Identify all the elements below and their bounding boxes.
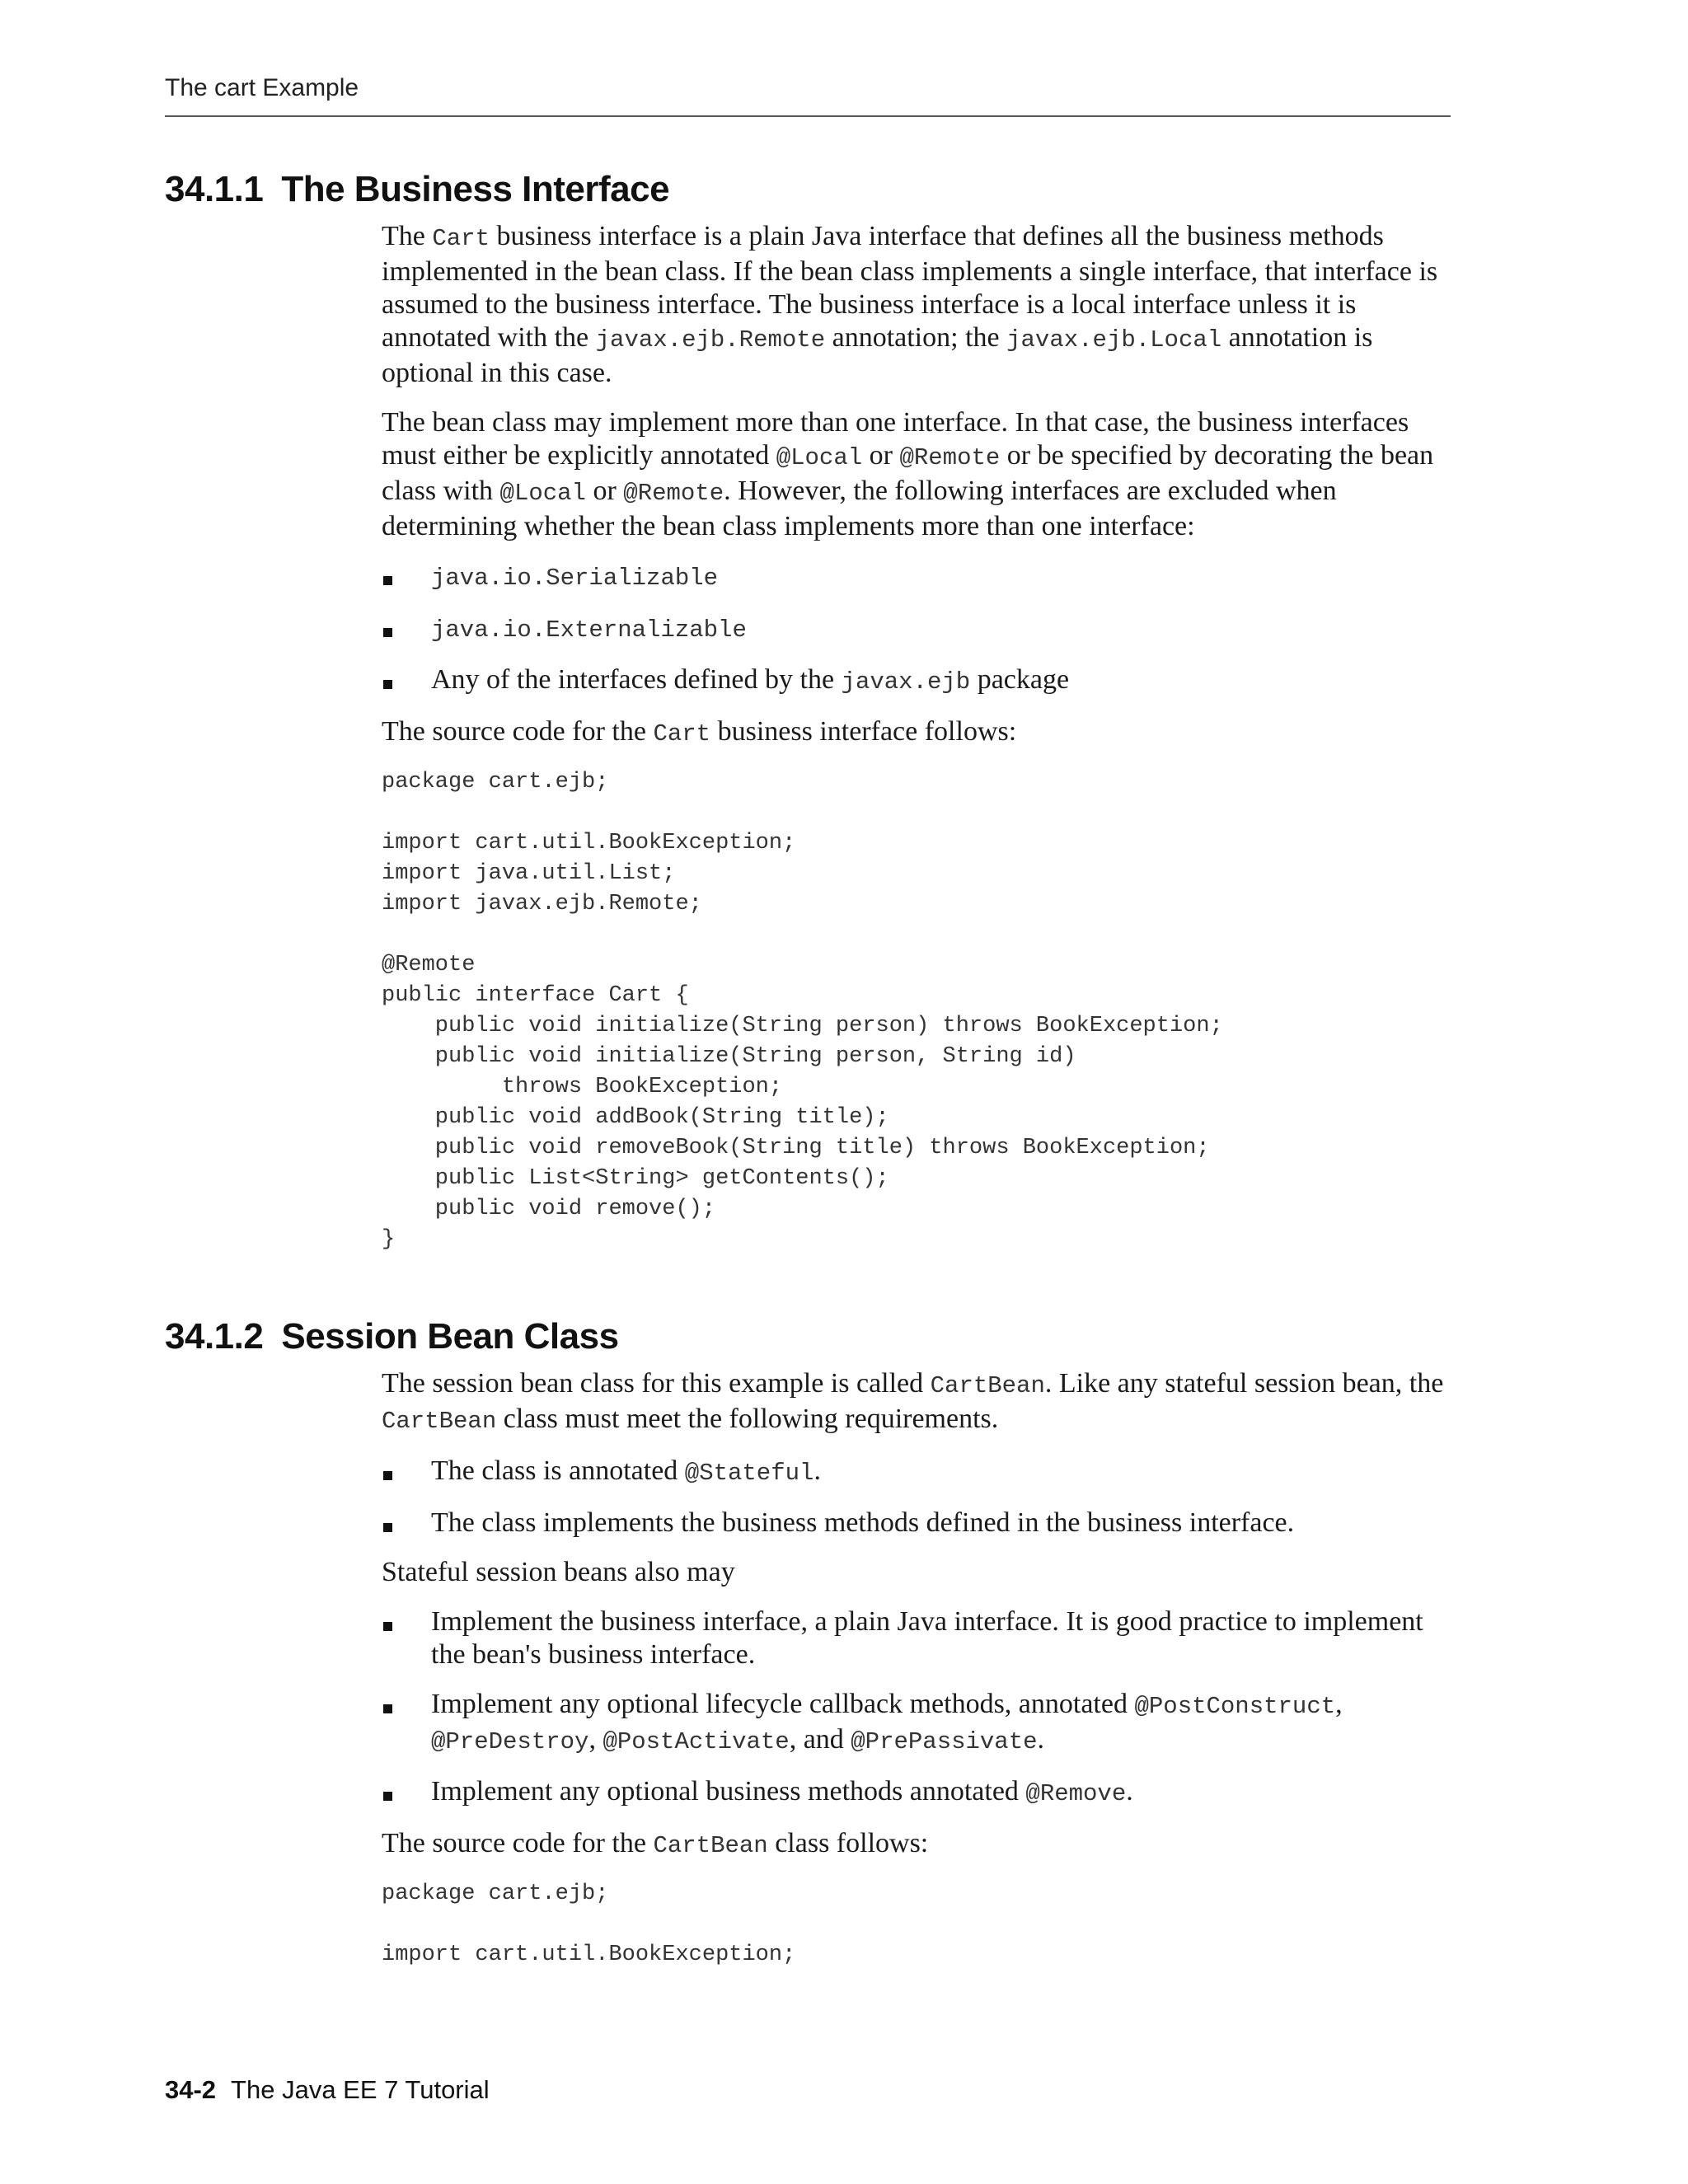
text-run: The source code for the [382,1828,654,1858]
excluded-interfaces-list [382,560,1453,699]
text-run: . [814,1455,821,1486]
inline-code: CartBean [653,1832,768,1859]
text-run: , and [789,1724,851,1755]
inline-code: Cart [432,225,490,252]
inline-code: javax.ejb [841,668,971,696]
text-run: . [1126,1776,1133,1807]
inline-code: javax.ejb.Remote [595,326,826,354]
inline-code: javax.ejb.Local [1006,326,1222,354]
inline-code: @Remove [1025,1780,1127,1807]
code-listing-cart: package cart.ejb; import cart.util.BookException; import java.util.List; import javax.ejb.Remote; @Remote public interface Cart { public void initialize(String person) throws BookException; public void initialize(String person, String id) throws BookException; public void addBook(String title); public void removeBook(String title) throws BookException; public List<String> getContents(); public void remove(); } [382,770,1223,1252]
inline-code: @PostConstruct [1134,1693,1336,1720]
text-run: The bean class may implement more than one interface. In that case, the business interfaces must either be explicitly annotated [382,407,1409,471]
inline-code: @PreDestroy [431,1728,589,1755]
text-run: package [970,664,1070,695]
inline-code: Cart [653,720,711,748]
section-heading-session-bean-class [165,1316,1451,1357]
text-run: Implement any optional lifecycle callback methods, annotated [431,1689,1135,1719]
requirements-list [382,1455,1453,1540]
list-item: The class implements the business methods defined in the business interface. [382,1507,1453,1540]
text-run: annotation; the [825,322,1007,353]
inline-code: @Local [499,480,586,507]
inline-code: @Remote [623,480,724,507]
section-title: The Business Interface [281,169,670,209]
section-number: 34.1.1 [165,169,264,209]
text-run: annotation is optional in this case. [382,322,1373,388]
list-item: Implement the business interface, a plain Java interface. It is good practice to implement the bean's business interface. [382,1605,1453,1671]
text-run: or be specified by decorating the bean class with [382,440,1434,506]
optional-list [382,1605,1453,1811]
book-title: The Java EE 7 Tutorial [231,2075,490,2104]
inline-code: CartBean [930,1372,1045,1399]
section-body-session-bean-class [382,1367,1453,1971]
text-run: . However, the following interfaces are excluded when determining whether the bean class implements more than one interface: [382,476,1337,541]
list-item [382,1688,1453,1759]
text-run: The session bean class for this example is called [382,1368,931,1399]
list-item [382,663,1453,699]
paragraph-multiple-interfaces [382,406,1453,543]
list-item [382,560,1453,595]
paragraph-cartbean-intro [382,1367,1453,1438]
section-heading-business-interface [165,169,1451,210]
inline-code: @Remote [899,444,1001,471]
list-item [382,612,1453,647]
text-run: The [382,221,433,251]
text-run: The source code for the [382,716,654,747]
list-item [382,1775,1453,1811]
text-run: . Like any stateful session bean, the [1044,1368,1444,1399]
inline-code: @Stateful [684,1460,814,1487]
inline-code: @PostActivate [603,1728,790,1755]
text-run: class follows: [767,1828,929,1858]
text-run: class must meet the following requirements. [496,1404,999,1434]
text-run: business interface follows: [710,716,1017,747]
page-content [165,169,1451,1987]
paragraph-cart-interface [382,220,1453,390]
text-run: The class is annotated [431,1455,685,1486]
text-run: , [588,1724,603,1755]
header-rule [165,115,1451,117]
inline-code: java.io.Serializable [431,565,719,592]
text-run: . [1037,1724,1045,1755]
inline-code: java.io.Externalizable [431,616,747,644]
section-body-business-interface [382,220,1453,1255]
text-run: business interface is a plain Java interface that defines all the business methods implemented in the bean class. If the bean class implements a single interface, that interface is assumed to the business interface. The business interface is a local interface unless it is annotated with the [382,221,1438,353]
list-item [382,1455,1453,1490]
inline-code: CartBean [382,1408,497,1435]
text-run: or [862,440,900,471]
inline-code: @PrePassivate [851,1728,1038,1755]
section-number: 34.1.2 [165,1316,264,1357]
text-run: Implement any optional business methods annotated [431,1776,1026,1807]
paragraph-stateful-may: Stateful session beans also may [382,1557,735,1587]
paragraph-source-intro [382,715,1453,751]
page-number: 34-2 [165,2075,217,2104]
paragraph-cartbean-source-intro [382,1827,1453,1863]
section-title: Session Bean Class [281,1316,619,1357]
page-footer [165,2075,490,2105]
code-listing-cartbean: package cart.ejb; import cart.util.BookException; [382,1882,796,1967]
text-run: , [1335,1689,1343,1719]
inline-code: @Local [776,444,863,471]
text-run: Any of the interfaces defined by the [431,664,842,695]
text-run: or [585,476,624,506]
running-header: The cart Example [165,74,359,101]
